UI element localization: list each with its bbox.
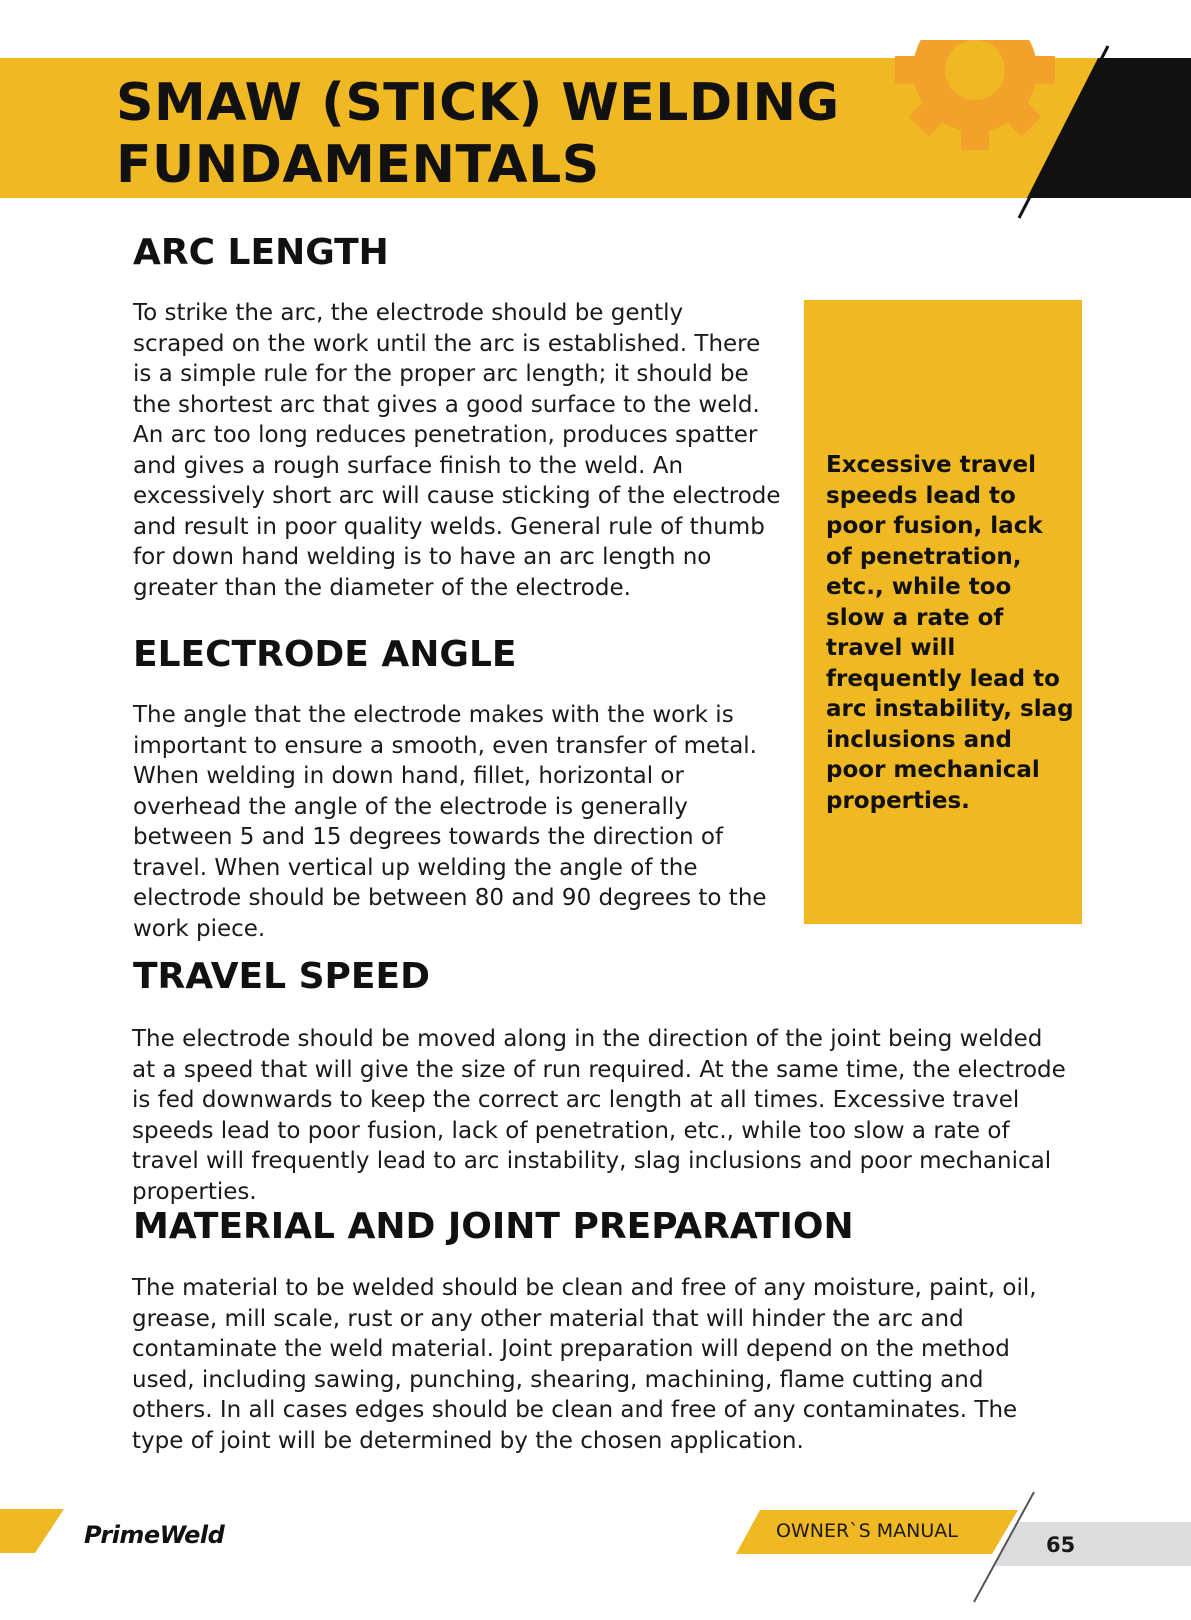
electrode-angle-heading: ELECTRODE ANGLE xyxy=(133,634,517,675)
footer-page-tab xyxy=(994,1522,1191,1566)
footer-decoration xyxy=(0,1490,1191,1620)
travel-speed-heading: TRAVEL SPEED xyxy=(133,956,430,997)
material-joint-heading: MATERIAL AND JOINT PREPARATION xyxy=(133,1206,854,1247)
owners-manual-label: OWNER`S MANUAL xyxy=(776,1520,958,1542)
footer-left-accent xyxy=(0,1509,64,1553)
page-number: 65 xyxy=(1046,1533,1076,1557)
arc-length-heading: ARC LENGTH xyxy=(133,232,389,273)
arc-length-body: To strike the arc, the electrode should be gently scraped on the work until the arc is established. There is a simple rule for the proper arc length; it should be the shortest arc that gives a good surface to the weld. An arc too long reduces penetration, produces spatter and gives a rough surface finish to the weld. An excessively short arc will cause sticking of the electrode and result in poor quality welds. General rule of thumb for down hand welding is to have an arc length no greater than the diameter of the electrode. xyxy=(133,300,781,601)
travel-speed-body: The electrode should be moved along in the direction of the joint being welded at a speed that will give the size of run required. At the same time, the electrode is fed downwards to keep the correct arc length at all times. Excessive travel speeds lead to poor fusion, lack of penetration, etc., while too slow a rate of travel will frequently lead to arc instability, slag inclusions and poor mechanical properties. xyxy=(132,1026,1066,1205)
gear-icon xyxy=(895,40,1055,150)
page-title-line2: FUNDAMENTALS xyxy=(116,135,600,195)
electrode-angle-body: The angle that the electrode makes with the work is important to ensure a smooth, even transfer of metal. When welding in down hand, fillet, horizontal or overhead the angle of the electrode is generally between 5 and 15 degrees towards the direction of travel. When vertical up welding the angle of the electrode should be between 80 and 90 degrees to the work piece. xyxy=(133,702,767,942)
material-joint-body: The material to be welded should be clean and free of any moisture, paint, oil, grease, mill scale, rust or any other material that will hinder the arc and contaminate the weld material. Joint preparation will depend on the method used, including sawing, punching, shearing, machining, flame cutting and others. In all cases edges should be clean and free of any contaminates. The type of joint will be determined by the chosen application. xyxy=(132,1275,1037,1454)
page-title xyxy=(116,72,840,196)
primeweld-logo: PrimeWeld xyxy=(84,1521,225,1549)
callout-text: Excessive travel speeds lead to poor fusion, lack of penetration, etc., while too slow a rate of travel will frequently lead to arc instability, slag inclusions and poor mechanical properties. xyxy=(826,452,1074,814)
page-title-line1: SMAW (STICK) WELDING xyxy=(116,73,840,133)
